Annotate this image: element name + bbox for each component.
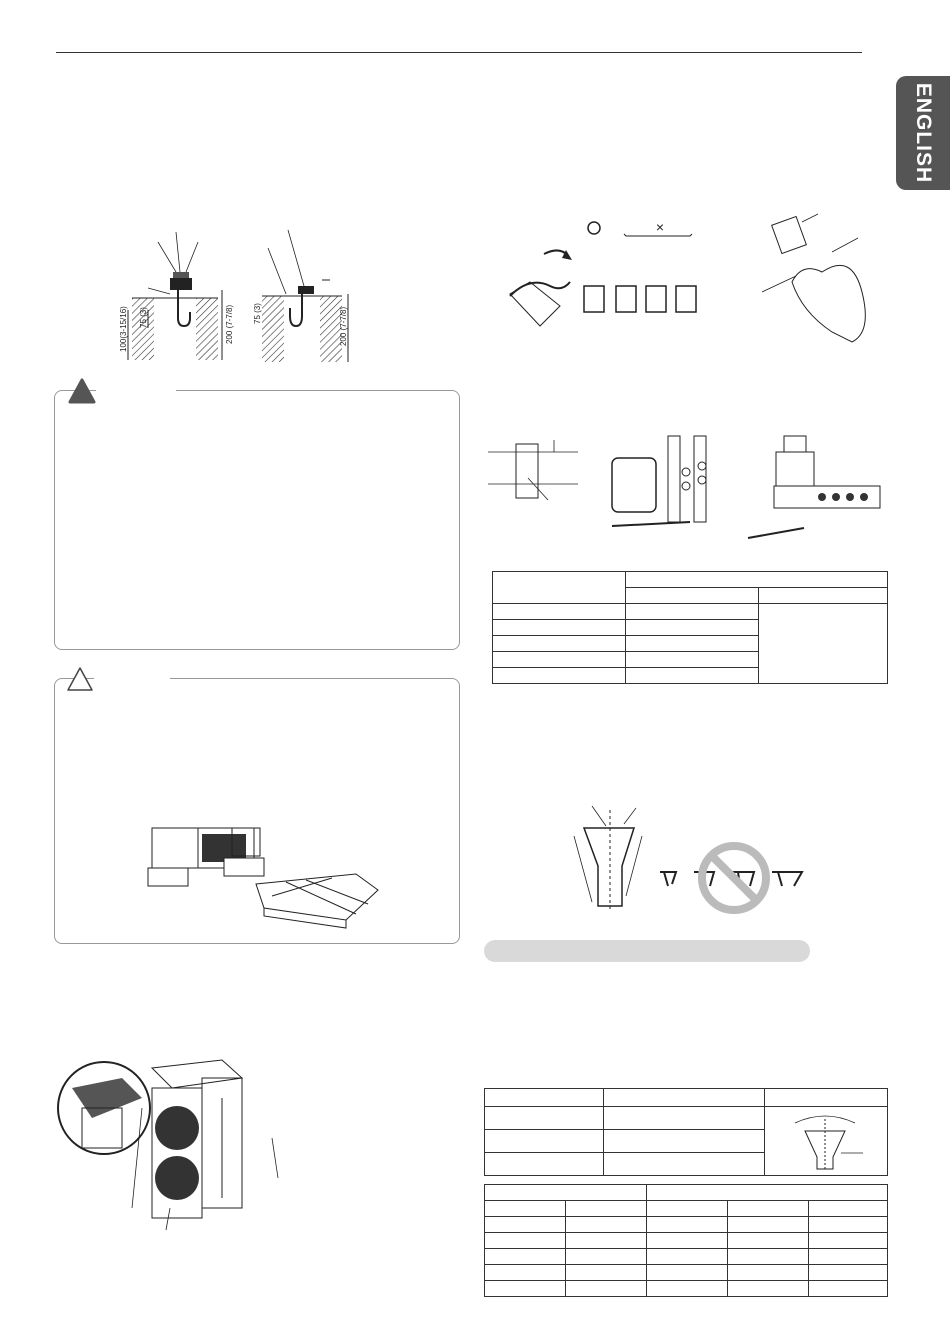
pipe-clearance-figure-right: [250, 228, 360, 368]
dim-200-label: 200 (7-7/8): [225, 304, 234, 344]
caution-icon: [66, 666, 94, 692]
warning-box: [54, 390, 460, 650]
outdoor-unit-screws-illustration: [52, 1058, 292, 1238]
bad-mark: ×: [655, 219, 665, 235]
pipe-cutter-illustration: [490, 219, 710, 336]
dim-75b-label: 75 (3): [253, 303, 262, 324]
warning-icon: [68, 378, 96, 404]
dim-100-label: 100(3-15/16): [119, 306, 128, 352]
flaring-tool-assembled-illustration: [744, 432, 890, 544]
language-tab[interactable]: [896, 76, 950, 190]
dim-200b-label: 200 (7-7/8): [339, 306, 348, 346]
unit-on-pallet-illustration: [146, 824, 382, 924]
caution-box-header-mask: [94, 674, 170, 682]
warning-box-header-mask: [96, 386, 176, 394]
flare-dimension-table: [492, 571, 888, 684]
pipe-size-table: [484, 1184, 888, 1297]
pipe-dimension-sketch: [488, 438, 578, 508]
flare-angle-sketch: [785, 1113, 865, 1171]
reamer-hand-illustration: [762, 212, 892, 352]
flare-shape-illustration: [572, 806, 808, 916]
section-heading-bar: [484, 940, 810, 962]
language-tab-label: ENGLISH: [912, 82, 935, 184]
flaring-tool-clamp-illustration: [598, 432, 736, 532]
dim-75-label: 75 (3): [139, 307, 148, 328]
torque-table: [484, 1088, 888, 1176]
header-rule: [56, 52, 862, 53]
pipe-clearance-figure-left: [118, 228, 238, 368]
